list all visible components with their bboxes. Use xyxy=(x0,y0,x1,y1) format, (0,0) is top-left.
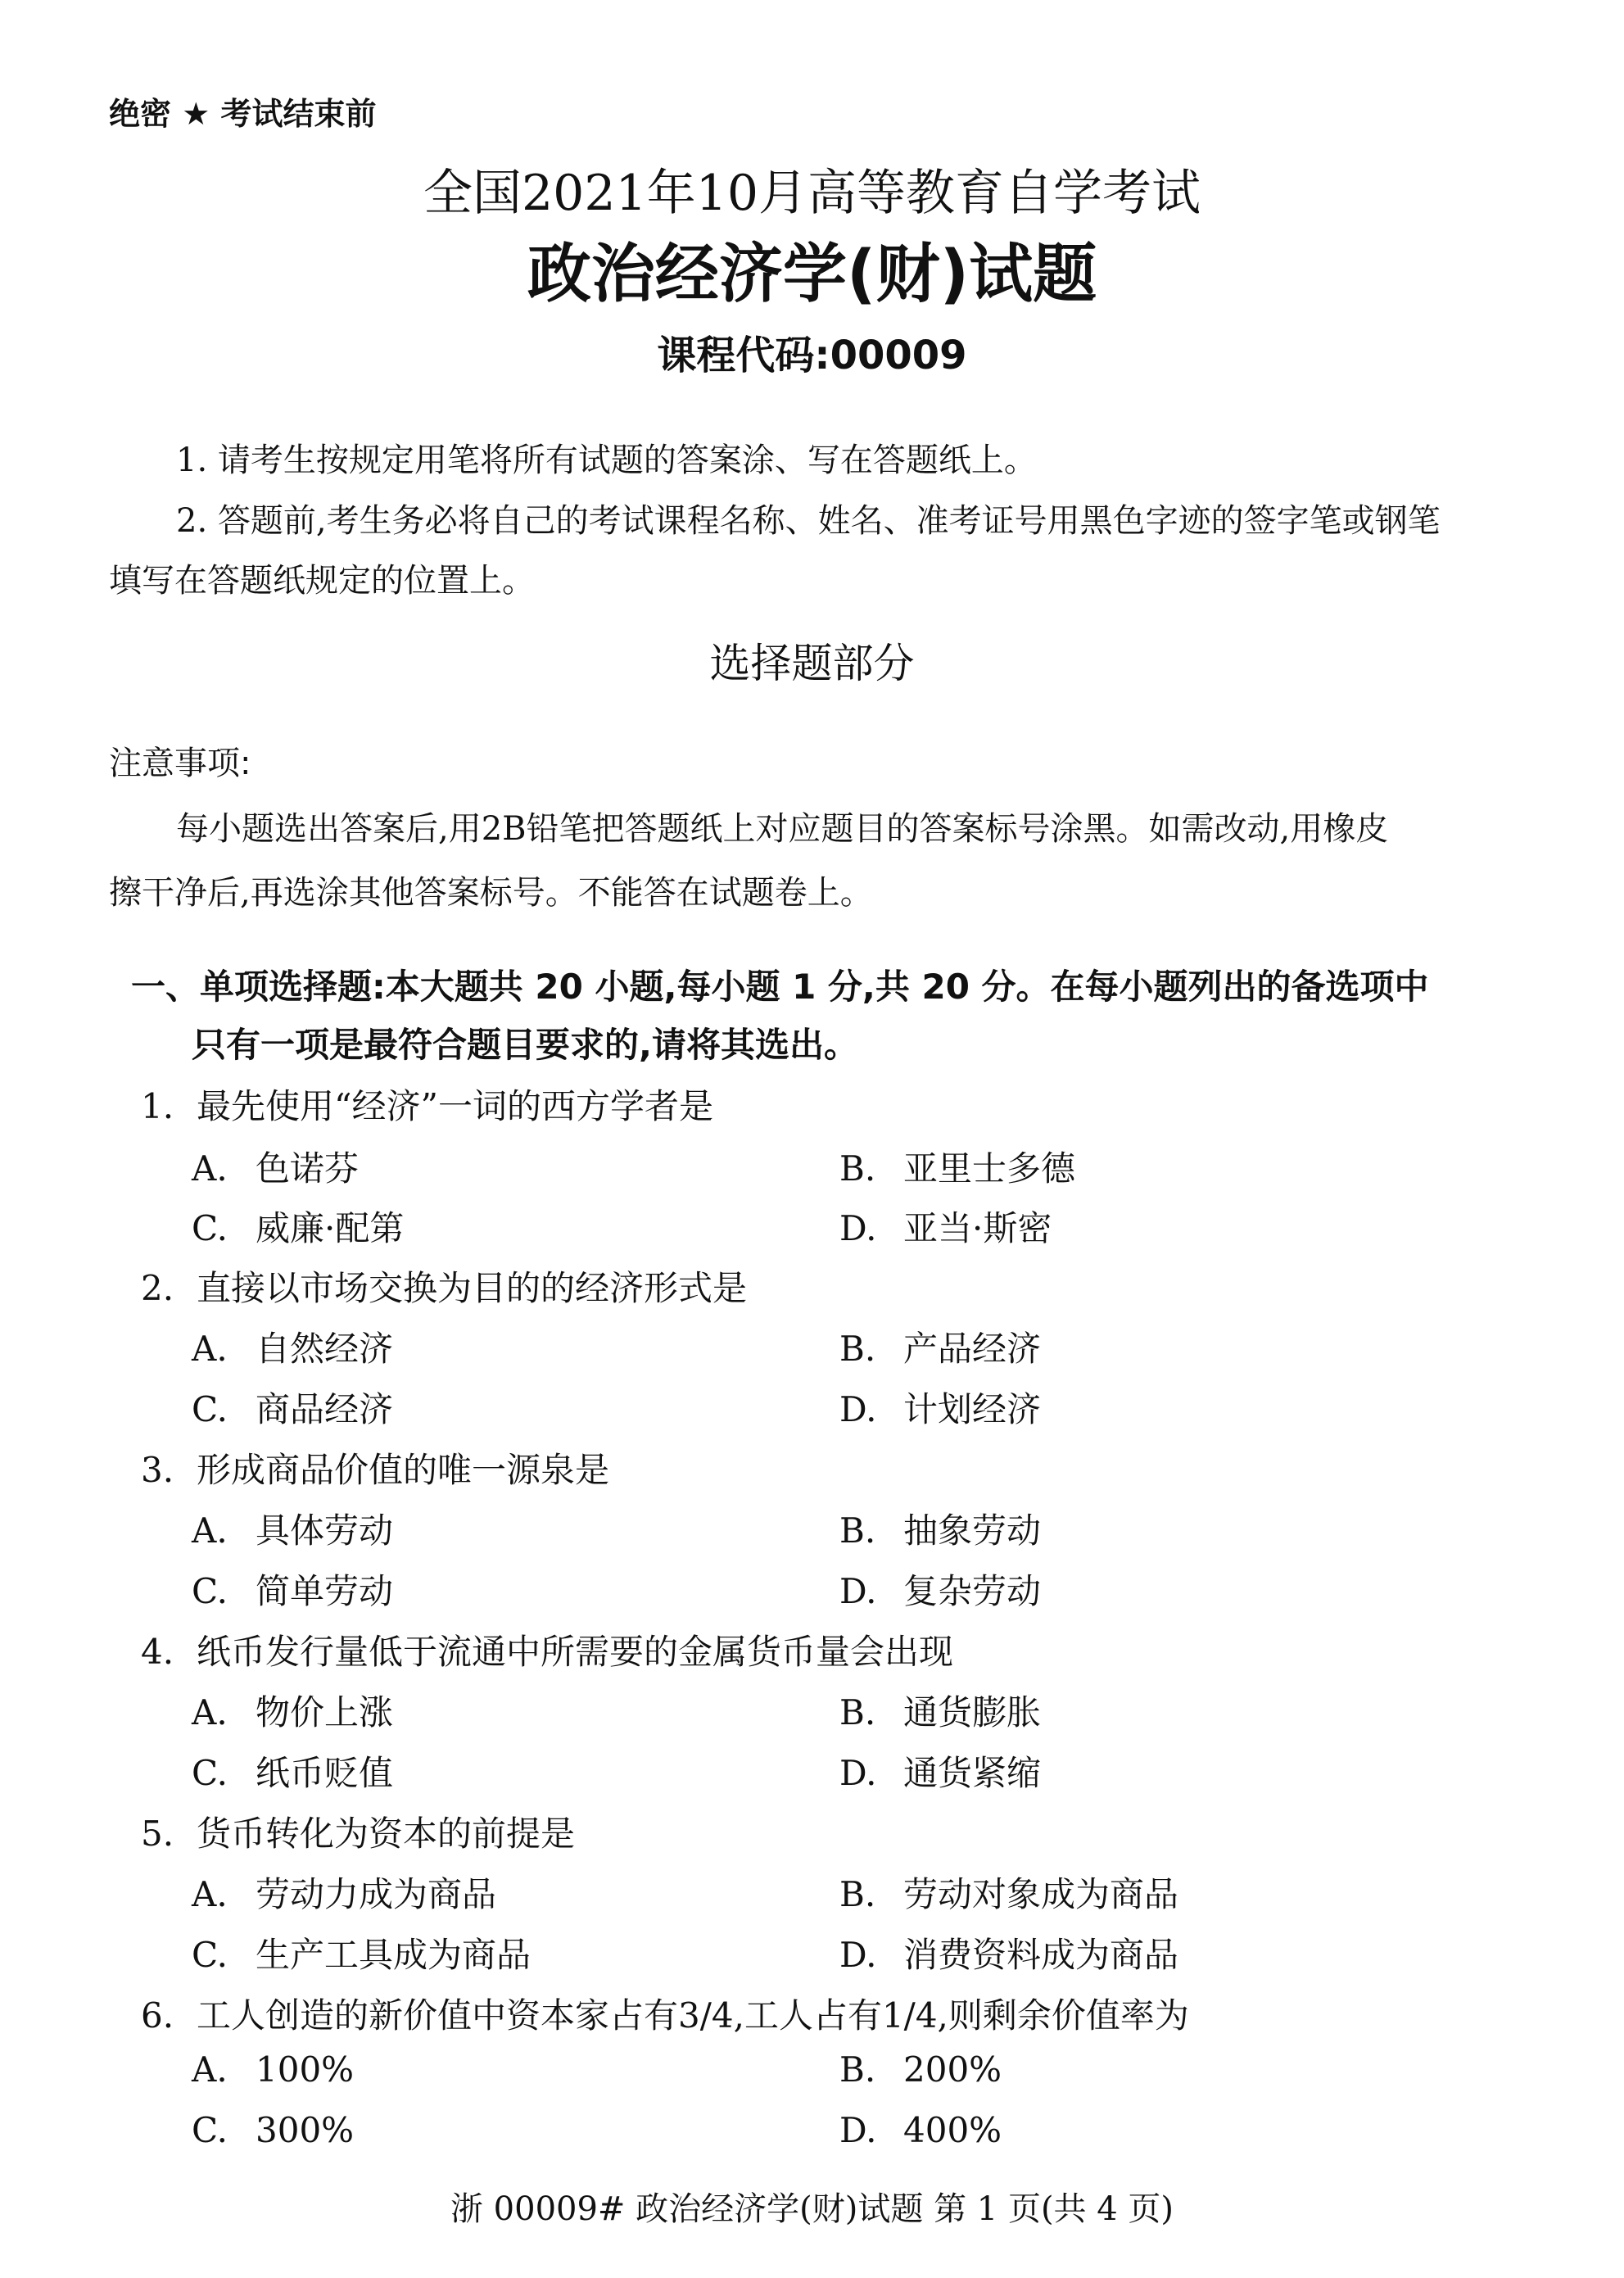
question-6-stem xyxy=(141,1989,1189,2038)
option-label: D. xyxy=(839,1208,877,1248)
option-label: C. xyxy=(192,1208,228,1248)
question-number: 5. xyxy=(141,1814,174,1854)
option-label: A. xyxy=(192,1148,228,1189)
option-label: A. xyxy=(192,2049,228,2090)
option-text: 通货膨胀 xyxy=(903,1692,1042,1732)
course-code: 课程代码:00009 xyxy=(657,333,967,378)
question-text: 纸币发行量低于流通中所需要的金属货币量会出现 xyxy=(197,1632,954,1672)
question-1-option-d xyxy=(839,1202,1052,1251)
option-text: 劳动力成为商品 xyxy=(256,1874,497,1914)
question-2-option-a xyxy=(192,1322,393,1371)
question-3-option-a xyxy=(192,1504,393,1553)
question-number: 6. xyxy=(141,1995,174,2036)
question-text: 直接以市场交换为目的的经济形式是 xyxy=(197,1268,748,1308)
option-text: 劳动对象成为商品 xyxy=(903,1874,1179,1914)
option-text: 色诺芬 xyxy=(256,1148,360,1189)
notes-line-2: 擦干净后,再选涂其他答案标号。不能答在试题卷上。 xyxy=(109,874,873,912)
option-label: D. xyxy=(839,2110,877,2150)
question-text: 形成商品价值的唯一源泉是 xyxy=(197,1450,610,1490)
question-4-option-d xyxy=(839,1746,1041,1796)
question-3-option-d xyxy=(839,1565,1041,1614)
option-text: 纸币贬值 xyxy=(256,1753,394,1793)
question-number: 4. xyxy=(141,1632,174,1672)
option-label: B. xyxy=(839,2049,876,2090)
option-text: 消费资料成为商品 xyxy=(903,1935,1179,1975)
page-footer: 浙 00009# 政治经济学(财)试题 第 1 页(共 4 页) xyxy=(450,2190,1174,2228)
question-2-option-c xyxy=(192,1383,393,1432)
question-1-option-a xyxy=(192,1142,359,1191)
option-text: 具体劳动 xyxy=(256,1510,394,1551)
option-text: 100% xyxy=(256,2049,355,2090)
question-1-option-c xyxy=(192,1202,404,1251)
question-6-option-d xyxy=(839,2110,1002,2150)
option-label: D. xyxy=(839,1571,877,1611)
instruction-item-2-text-1: 2. 答题前,考生务必将自己的考试课程名称、姓名、准考证号用黑色字迹的签字笔或钢笔 xyxy=(176,502,1441,540)
instruction-item-1-text: 1. 请考生按规定用笔将所有试题的答案涂、写在答题纸上。 xyxy=(176,442,1037,479)
question-6-option-b xyxy=(839,2049,1002,2090)
option-label: D. xyxy=(839,1389,877,1429)
question-6-option-a xyxy=(192,2049,354,2090)
part-one-title-cont: 只有一项是最符合题目要求的,请将其选出。 xyxy=(192,1025,858,1065)
option-text: 400% xyxy=(903,2110,1002,2150)
option-text: 抽象劳动 xyxy=(903,1510,1042,1551)
exam-title: 全国2021年10月高等教育自学考试 xyxy=(423,165,1201,222)
option-label: D. xyxy=(839,1935,877,1975)
option-text: 复杂劳动 xyxy=(903,1571,1042,1611)
question-number: 1. xyxy=(141,1086,174,1126)
question-number: 2. xyxy=(141,1268,174,1308)
question-1-option-b xyxy=(839,1142,1075,1191)
question-5-option-a xyxy=(192,1868,496,1917)
option-text: 通货紧缩 xyxy=(903,1753,1042,1793)
option-text: 商品经济 xyxy=(256,1389,394,1429)
option-label: C. xyxy=(192,2110,228,2150)
option-label: A. xyxy=(192,1510,228,1551)
question-text: 最先使用“经济”一词的西方学者是 xyxy=(197,1086,713,1126)
option-text: 自然经济 xyxy=(256,1329,394,1369)
question-3-option-c xyxy=(192,1565,393,1614)
notes-label: 注意事项: xyxy=(109,745,251,782)
option-label: A. xyxy=(192,1692,228,1732)
option-label: C. xyxy=(192,1753,228,1793)
question-4-option-b xyxy=(839,1686,1041,1735)
option-label: A. xyxy=(192,1329,228,1369)
question-4-stem xyxy=(141,1625,953,1674)
question-1-stem xyxy=(141,1080,713,1129)
question-6-option-c xyxy=(192,2110,354,2150)
question-5-option-b xyxy=(839,1868,1178,1917)
question-4-option-a xyxy=(192,1686,393,1735)
question-number: 3. xyxy=(141,1450,174,1490)
option-text: 200% xyxy=(903,2049,1002,2090)
confidential-mark: 绝密 ★ 考试结束前 xyxy=(109,96,377,132)
instruction-item-1 xyxy=(109,434,1037,481)
question-3-stem xyxy=(141,1443,609,1492)
option-label: B. xyxy=(839,1510,876,1551)
question-5-option-d xyxy=(839,1928,1178,1977)
option-text: 生产工具成为商品 xyxy=(256,1935,532,1975)
option-text: 物价上涨 xyxy=(256,1692,394,1732)
question-text: 货币转化为资本的前提是 xyxy=(197,1814,576,1854)
question-5-option-c xyxy=(192,1928,531,1977)
option-label: C. xyxy=(192,1571,228,1611)
notes-line-1-text: 每小题选出答案后,用2B铅笔把答题纸上对应题目的答案标号涂黑。如需改动,用橡皮 xyxy=(176,810,1389,848)
option-label: B. xyxy=(839,1874,876,1914)
option-text: 300% xyxy=(256,2110,355,2150)
question-4-option-c xyxy=(192,1746,393,1796)
subject-title: 政治经济学(财)试题 xyxy=(527,238,1097,311)
option-label: B. xyxy=(839,1329,876,1369)
question-5-stem xyxy=(141,1807,575,1856)
option-label: C. xyxy=(192,1389,228,1429)
question-3-option-b xyxy=(839,1504,1041,1553)
part-one-title: 一、单项选择题:本大题共 20 小题,每小题 1 分,共 20 分。在每小题列出的备选项中 xyxy=(131,967,1429,1007)
notes-line-1 xyxy=(109,803,1388,849)
option-text: 威廉·配第 xyxy=(256,1208,405,1248)
instruction-item-2-line-1 xyxy=(109,495,1441,541)
option-text: 简单劳动 xyxy=(256,1571,394,1611)
question-text: 工人创造的新价值中资本家占有3/4,工人占有1/4,则剩余价值率为 xyxy=(197,1995,1189,2036)
question-2-option-d xyxy=(839,1383,1041,1432)
option-text: 亚当·斯密 xyxy=(903,1208,1052,1248)
section-heading: 选择题部分 xyxy=(709,640,915,687)
instruction-item-2-line-2: 填写在答题纸规定的位置上。 xyxy=(109,562,535,600)
option-label: D. xyxy=(839,1753,877,1793)
option-text: 亚里士多德 xyxy=(903,1148,1076,1189)
option-label: A. xyxy=(192,1874,228,1914)
option-label: B. xyxy=(839,1148,876,1189)
question-2-option-b xyxy=(839,1322,1041,1371)
question-2-stem xyxy=(141,1261,747,1311)
option-text: 计划经济 xyxy=(903,1389,1042,1429)
option-label: C. xyxy=(192,1935,228,1975)
option-text: 产品经济 xyxy=(903,1329,1042,1369)
option-label: B. xyxy=(839,1692,876,1732)
